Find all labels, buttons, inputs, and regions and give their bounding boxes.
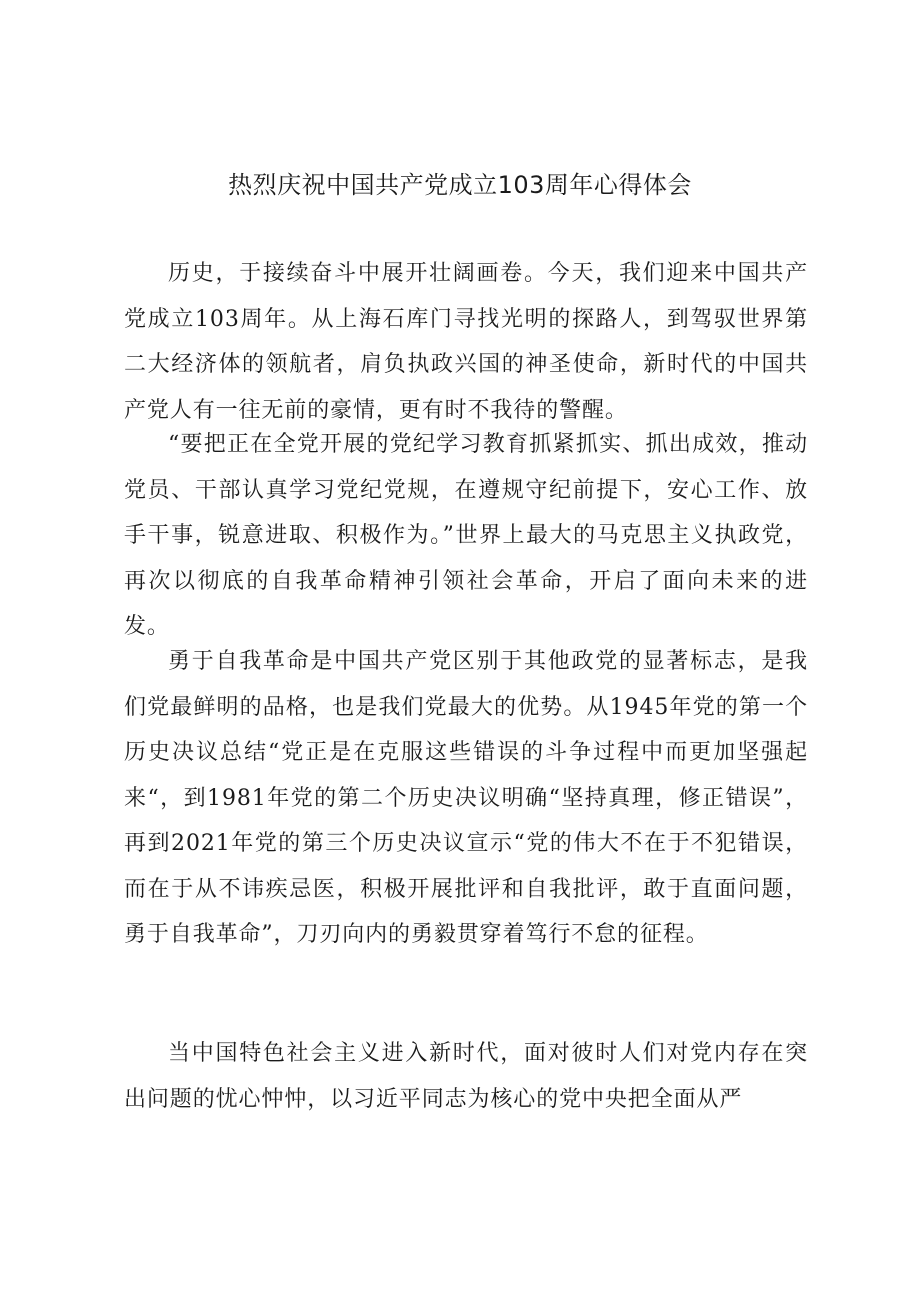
- paragraph-new-era: 当中国特色社会主义进入新时代，面对彼时人们对党内存在突出问题的忧心忡忡，以习近平同志为核心的党中央把全面从严: [124, 1041, 808, 1112]
- paragraph-discipline-education: “要把正在全党开展的党纪学习教育抓紧抓实、抓出成效，推动党员、干部认真学习党纪党规，在遵规守纪前提下，安心工作、放手干事，锐意进取、积极作为。”世界上最大的马克思主义执政党，再次以彻底的自我革命精神引领社会革命，开启了面向未来的进发。: [124, 432, 808, 639]
- paragraph-self-revolution: 勇于自我革命是中国共产党区别于其他政党的显著标志，是我们党最鲜明的品格，也是我们党最大的优势。从1945年党的第一个历史决议总结“党正是在克服这些错误的斗争过程中而更加坚强起来“，到1981年党的第二个历史决议明确“坚持真理，修正错误”，再到2021年党的第三个历史决议宣示“党的伟大不在于不犯错误，而在于从不讳疾忌医，积极开展批评和自我批评，敢于直面问题，勇于自我革命”，刀刃向内的勇毅贯穿着笃行不怠的征程。: [124, 649, 808, 947]
- document-title: 热烈庆祝中国共产党成立103周年心得体会: [228, 171, 692, 199]
- paragraph-history: 历史，于接续奋斗中展开壮阔画卷。今天，我们迎来中国共产党成立103周年。从上海石库门寻找光明的探路人，到驾驭世界第二大经济体的领航者，肩负执政兴国的神圣使命，新时代的中国共产党人有一往无前的豪情，更有时不我待的警醒。: [124, 261, 808, 423]
